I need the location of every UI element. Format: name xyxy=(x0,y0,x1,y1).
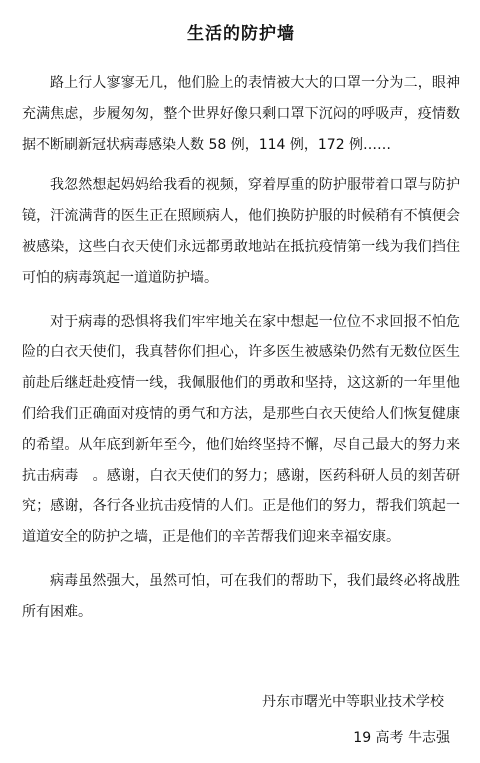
document-title: 生活的防护墙 xyxy=(187,24,295,44)
paragraph-3: 对于病毒的恐惧将我们牢牢地关在家中想起一位位不求回报不怕危险的白衣天使们，我真替你们担心，许多医生被感染仍然有无数位医生前赴后继赶赴疫情一线，我佩服他们的勇敢和坚持，这这新的一年里他们给我们正确面对疫情的勇气和方法，是那些白衣天使给人们恢复健康的希望。从年底到新年至今，他们始终坚持不懈，尽自己最大的努力来抗击病毒 。感谢，白衣天使们的努力；感谢，医药科研人员的刻苦研究；感谢，各行各业抗击疫情的人们。正是他们的努力，帮我们筑起一道道安全的防护之墙，正是他们的辛苦帮我们迎来幸福安康。 xyxy=(22,313,460,546)
paragraph-1: 路上行人寥寥无几，他们脸上的表情被大大的口罩一分为二，眼神充满焦虑，步履匆匆，整个世界好像只剩口罩下沉闷的呼吸声，疫情数据不断刷新冠状病毒感染人数 58 例，114 例，172 例…… xyxy=(22,75,460,153)
paragraph-2: 我忽然想起妈妈给我看的视频，穿着厚重的防护服带着口罩与防护镜，汗流满背的医生正在照顾病人，他们换防护服的时候稍有不慎便会被感染，这些白衣天使们永远都勇敢地站在抵抗疫情第一线为我们挡住可怕的病毒筑起一道道防护墙。 xyxy=(22,177,460,286)
paragraph-4: 病毒虽然强大，虽然可怕，可在我们的帮助下，我们最终必将战胜所有困难。 xyxy=(22,572,460,620)
signature-school: 丹东市曙光中等职业技术学校 xyxy=(262,694,444,710)
signature-author: 19 高考 牛志强 xyxy=(353,730,450,746)
